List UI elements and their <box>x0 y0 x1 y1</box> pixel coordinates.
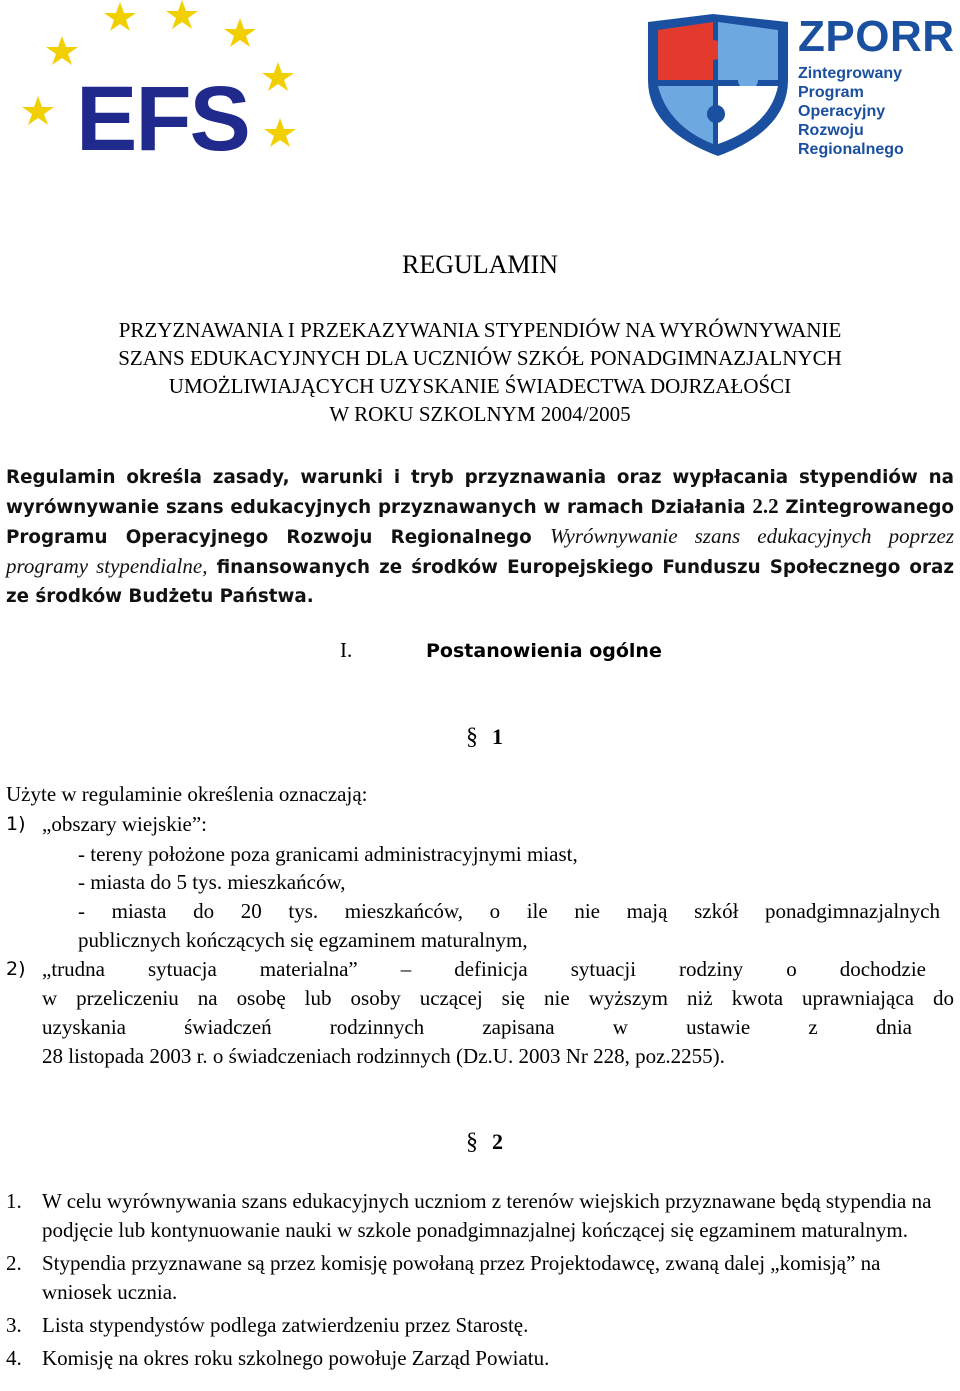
list-item-number: 3. <box>6 1313 22 1337</box>
definition-line: „trudna sytuacja materialna” – definicja sytuacji rodziny o dochodzie <box>42 957 926 981</box>
definition-line: 28 listopada 2003 r. o świadczeniach rodzinnych (Dz.U. 2003 Nr 228, poz.2255). <box>42 1044 725 1068</box>
definition-dash: - tereny położone poza granicami administracyjnymi miast, <box>78 842 578 866</box>
definition-dash: - miasta do 20 tys. mieszkańców, o ile nie mają szkół ponadgimnazjalnych <box>78 899 940 923</box>
list-item <box>6 1187 954 1245</box>
zporr-text-block <box>798 10 958 159</box>
list-item <box>6 1311 954 1340</box>
subtitle-line: UMOŻLIWIAJĄCYCH UZYSKANIE ŚWIADECTWA DOJRZAŁOŚCI <box>168 374 792 398</box>
intro-paragraph <box>6 463 954 611</box>
definitions-lead: Użyte w regulaminie określenia oznaczają: <box>6 782 368 806</box>
paragraph-2-list <box>6 1187 954 1377</box>
section-number: I. <box>340 638 353 662</box>
list-item-text: Lista stypendystów podlega zatwierdzeniu przez Starostę. <box>42 1313 529 1337</box>
definition-dash-continued: publicznych kończących się egzaminem maturalnym, <box>78 928 528 952</box>
list-item-number: 2. <box>6 1251 22 1275</box>
list-item-text: W celu wyrównywania szans edukacyjnych uczniom z terenów wiejskich przyznawane będą stypendia na podjęcie lub kontynuowanie nauki w szkole ponadgimnazjalnej kończącej się egzaminem maturalnym. <box>42 1189 932 1242</box>
paragraph-number: 2 <box>492 1129 503 1154</box>
intro-part-1: Regulamin określa zasady, warunki i tryb przyznawania oraz wypłacania stypendiów na wyrównywanie szans edukacyjnych przyznawanych w ramach Działania <box>6 467 954 518</box>
paragraph-1-heading <box>466 722 503 752</box>
subtitle-line: PRZYZNAWANIA I PRZEKAZYWANIA STYPENDIÓW NA WYRÓWNYWANIE <box>118 318 842 342</box>
efs-logo-text: EFS <box>76 68 249 160</box>
list-item-text: Stypendia przyznawane są przez komisję powołaną przez Projektodawcę, zwaną dalej „komisją” na wniosek ucznia. <box>42 1251 881 1304</box>
definition-dash: - miasta do 5 tys. mieszkańców, <box>78 870 346 894</box>
item-label: 1) <box>6 813 26 835</box>
paragraph-number: 1 <box>492 724 503 749</box>
section-heading <box>340 635 662 666</box>
subtitle-line: W ROKU SZKOLNYM 2004/2005 <box>329 402 631 426</box>
zporr-logo <box>638 10 958 160</box>
puzzle-shield-icon <box>638 10 798 160</box>
intro-part-2: Zintegrowanego Programu Operacyjnego Rozwoju Regionalnego <box>6 497 954 548</box>
efs-logo <box>20 0 310 160</box>
list-item-text: Komisję na okres roku szkolnego powołuje Zarząd Powiatu. <box>42 1346 550 1370</box>
zporr-line-2: Operacyjny <box>798 103 886 120</box>
item-label: 2) <box>6 958 26 980</box>
zporr-line-3: Rozwoju Regionalnego <box>798 122 904 158</box>
document-title: REGULAMIN <box>402 250 558 279</box>
definition-line: uzyskania świadczeń rodzinnych zapisana w ustawie z dnia <box>42 1015 912 1039</box>
zporr-title: ZPORR <box>798 12 955 61</box>
intro-italic: Wyrównywanie szans edukacyjnych poprzez programy stypendialne, <box>6 524 954 578</box>
list-item-number: 4. <box>6 1346 22 1370</box>
item-term: „obszary wiejskie”: <box>42 812 208 836</box>
intro-number: 2.2 <box>752 494 779 518</box>
definition-line: w przeliczeniu na osobę lub osoby uczącej się nie wyższym niż kwota uprawniająca do <box>42 986 954 1010</box>
list-item-number: 1. <box>6 1189 22 1213</box>
document-subtitle <box>0 316 960 428</box>
zporr-line-1: Zintegrowany Program <box>798 65 903 101</box>
list-item <box>6 1249 954 1307</box>
list-item <box>6 1344 954 1373</box>
paragraph-2-heading <box>466 1127 503 1157</box>
efs-logo-graphic <box>20 0 310 160</box>
paragraph-sign: § <box>466 724 478 750</box>
section-title: Postanowienia ogólne <box>426 640 662 662</box>
paragraph-sign: § <box>466 1129 478 1155</box>
intro-part-3: finansowanych ze środków Europejskiego Funduszu Społecznego oraz ze środków Budżetu Państwa. <box>6 557 954 607</box>
subtitle-line: SZANS EDUKACYJNYCH DLA UCZNIÓW SZKÓŁ PONADGIMNAZJALNYCH <box>118 346 842 370</box>
